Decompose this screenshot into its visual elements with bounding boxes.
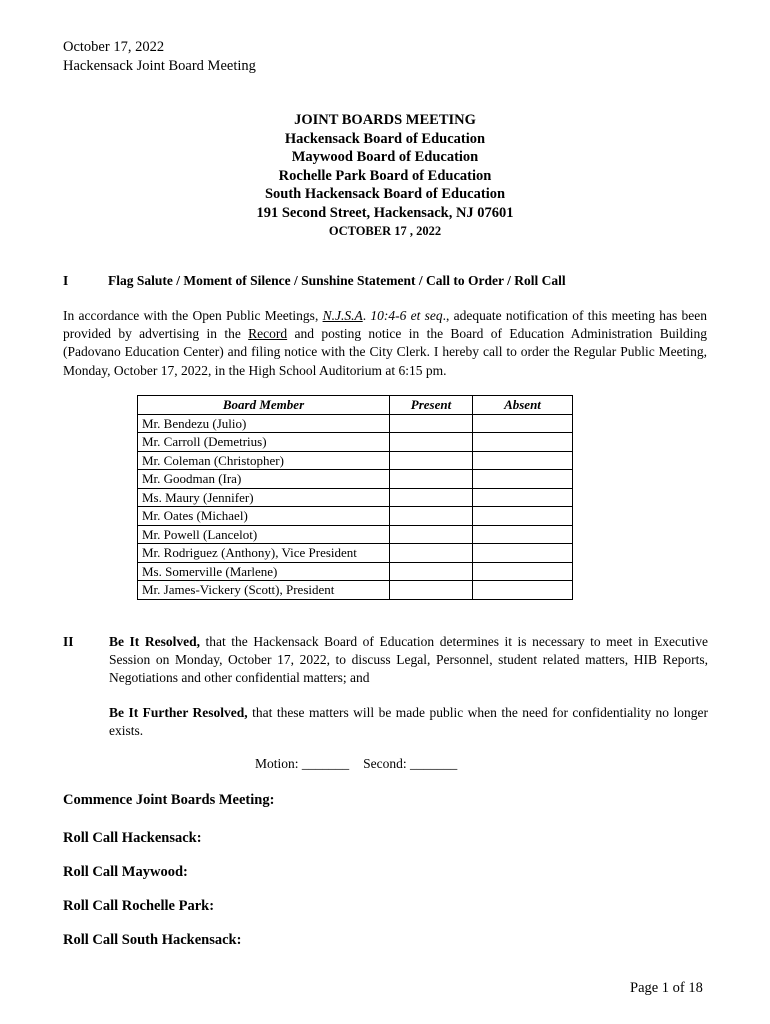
present-cell bbox=[390, 581, 473, 600]
resolved-label: Be It Resolved, bbox=[109, 634, 200, 649]
section-1-heading bbox=[63, 273, 713, 289]
absent-cell bbox=[473, 414, 573, 433]
title-block bbox=[0, 111, 770, 241]
table-row bbox=[138, 433, 573, 452]
sunshine-statement bbox=[63, 307, 707, 380]
further-resolved-text: that these matters will be made public when the need for confidentiality no longer exists. bbox=[109, 704, 708, 738]
table-row bbox=[138, 507, 573, 526]
absent-cell bbox=[473, 507, 573, 526]
member-name: Mr. James-Vickery (Scott), President bbox=[138, 581, 390, 600]
table-row bbox=[138, 488, 573, 507]
present-cell bbox=[390, 525, 473, 544]
motion-field: Motion: _______ bbox=[255, 756, 350, 771]
absent-cell bbox=[473, 451, 573, 470]
section-1-title: Flag Salute / Moment of Silence / Sunshine Statement / Call to Order / Roll Call bbox=[108, 273, 566, 288]
motion-line bbox=[255, 756, 457, 772]
title-line-4: Rochelle Park Board of Education bbox=[278, 167, 492, 184]
table-row bbox=[138, 581, 573, 600]
present-cell bbox=[390, 562, 473, 581]
further-resolution-paragraph bbox=[109, 704, 708, 740]
header-date: October 17, 2022 bbox=[63, 39, 165, 55]
member-name: Ms. Somerville (Marlene) bbox=[138, 562, 390, 581]
table-row bbox=[138, 525, 573, 544]
absent-cell bbox=[473, 525, 573, 544]
col-absent: Absent bbox=[473, 396, 573, 415]
absent-cell bbox=[473, 544, 573, 563]
present-cell bbox=[390, 507, 473, 526]
commence-heading: Commence Joint Boards Meeting: bbox=[63, 792, 275, 808]
absent-cell bbox=[473, 581, 573, 600]
present-cell bbox=[390, 451, 473, 470]
header-meeting: Hackensack Joint Board Meeting bbox=[63, 58, 256, 74]
statement-njsa: N.J.S.A bbox=[322, 308, 363, 323]
page-number: Page 1 of 18 bbox=[630, 980, 703, 996]
present-cell bbox=[390, 414, 473, 433]
title-date: OCTOBER 17 , 2022 bbox=[328, 224, 442, 238]
title-address: 191 Second Street, Hackensack, NJ 07601 bbox=[256, 204, 514, 221]
absent-cell bbox=[473, 470, 573, 489]
table-row bbox=[138, 414, 573, 433]
statement-record: Record bbox=[248, 326, 288, 342]
table-row bbox=[138, 470, 573, 489]
resolved-text: that the Hackensack Board of Education determines it is necessary to meet in Executive Session on Monday, October 17, 2022, to discuss Legal, Personnel, student related matters, HIB Reports, Negotiations and other confidential matters; and bbox=[109, 634, 708, 686]
member-name: Mr. Coleman (Christopher) bbox=[138, 451, 390, 470]
present-cell bbox=[390, 470, 473, 489]
further-resolved-label: Be It Further Resolved, bbox=[109, 704, 248, 720]
statement-text: and posting notice in the Board of Education Administration Building (Padovano Education Center) and filing notice with the City Clerk. I hereby call to order the Regular Public Meeting, Monday, October 17, 2022, in the High School Auditorium at 6:15 pm. bbox=[63, 326, 708, 378]
roll-call-south-hackensack: Roll Call South Hackensack: bbox=[63, 932, 242, 948]
absent-cell bbox=[473, 488, 573, 507]
table-row bbox=[138, 562, 573, 581]
absent-cell bbox=[473, 562, 573, 581]
present-cell bbox=[390, 488, 473, 507]
col-board-member: Board Member bbox=[138, 396, 390, 415]
member-name: Mr. Goodman (Ira) bbox=[138, 470, 390, 489]
member-name: Mr. Powell (Lancelot) bbox=[138, 525, 390, 544]
statement-citation: 10:4-6 et seq bbox=[370, 308, 443, 323]
section-2-number: II bbox=[63, 634, 74, 649]
table-row bbox=[138, 544, 573, 563]
statement-text: ., adequate notification of this meeting has been provided by advertising in the bbox=[63, 308, 708, 342]
title-line-5: South Hackensack Board of Education bbox=[264, 186, 506, 202]
statement-text: . bbox=[362, 308, 371, 323]
absent-cell bbox=[473, 433, 573, 452]
member-name: Mr. Oates (Michael) bbox=[138, 507, 390, 526]
title-line-1: JOINT BOARDS MEETING bbox=[294, 112, 476, 128]
title-line-3: Maywood Board of Education bbox=[291, 149, 479, 165]
document-header bbox=[63, 38, 256, 76]
statement-text: In accordance with the Open Public Meetings, bbox=[63, 308, 323, 323]
table-row bbox=[138, 451, 573, 470]
present-cell bbox=[390, 433, 473, 452]
section-2 bbox=[63, 633, 708, 740]
title-line-2: Hackensack Board of Education bbox=[284, 130, 486, 147]
roll-call-maywood: Roll Call Maywood: bbox=[63, 864, 188, 880]
roll-call-hackensack: Roll Call Hackensack: bbox=[63, 830, 202, 846]
section-1-number: I bbox=[63, 273, 69, 288]
roll-call-rochelle-park: Roll Call Rochelle Park: bbox=[63, 898, 215, 914]
present-cell bbox=[390, 544, 473, 563]
member-name: Ms. Maury (Jennifer) bbox=[138, 488, 390, 507]
resolution-paragraph bbox=[109, 633, 708, 688]
member-name: Mr. Carroll (Demetrius) bbox=[138, 433, 390, 452]
roll-call-table bbox=[137, 395, 573, 600]
member-name: Mr. Rodriguez (Anthony), Vice President bbox=[138, 544, 390, 563]
second-field: Second: _______ bbox=[363, 756, 458, 771]
member-name: Mr. Bendezu (Julio) bbox=[138, 414, 390, 433]
col-present: Present bbox=[390, 396, 473, 415]
table-header-row bbox=[138, 396, 573, 415]
